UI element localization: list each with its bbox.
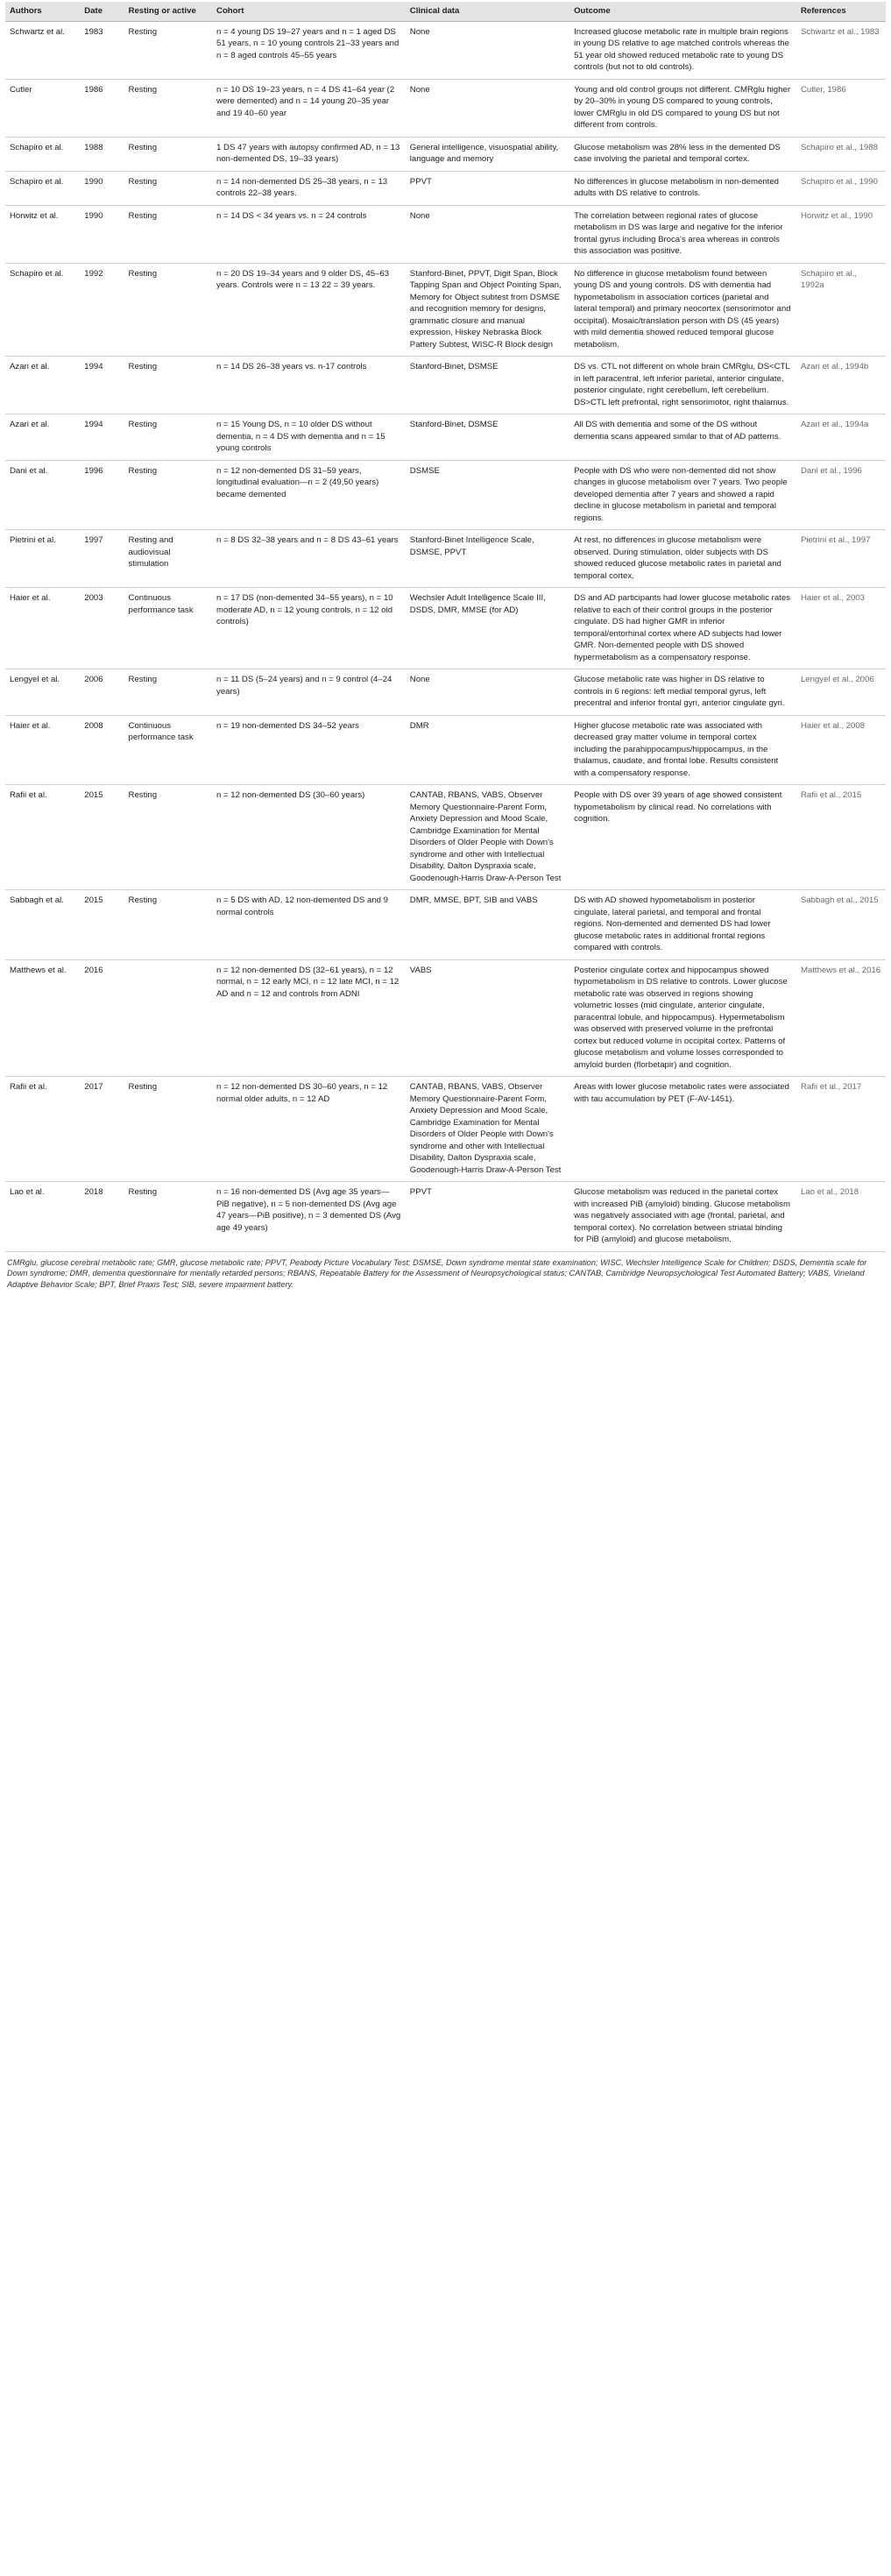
- table-row: [5, 171, 886, 205]
- cell-resting-or-active: Resting: [124, 890, 213, 960]
- header-authors: Authors: [5, 2, 80, 21]
- cell-outcome: Posterior cingulate cortex and hippocampus showed hypometabolism in DS relative to controls. Lower glucose metabolic rate was observed in regions showing volumetric losses (mid cingulate, anterior cingulate, paracentral lobule, and hippocampus). Hypermetabolism was observed with preserved volume in the prefrontal cortex but reduced volume in occipital cortex. Patterns of glucose metabolism and volume losses corresponded to amyloid burden (florbetapir) and cognition.: [569, 959, 796, 1077]
- cell-clinical-data: Stanford-Binet, PPVT, Digit Span, Block Tapping Span and Object Pointing Span, Memory for Object subtest from DSMSE and recognition memory for designs, grammatic closure and manual expression, Hiskey Nebraska Block Pattery Subtest, WISC-R Block design: [406, 263, 569, 357]
- cell-outcome: DS with AD showed hypometabolism in posterior cingulate, lateral parietal, and temporal and frontal regions. Non-demented and demented DS had lower glucose metabolic rates in additional frontal regions compared with controls.: [569, 890, 796, 960]
- cell-resting-or-active: Resting and audiovisual stimulation: [124, 530, 213, 588]
- cell-authors: Sabbagh et al.: [5, 890, 80, 960]
- cell-reference[interactable]: Rafii et al., 2017: [796, 1077, 886, 1182]
- cell-reference[interactable]: Schapiro et al., 1990: [796, 171, 886, 205]
- cell-reference[interactable]: Azari et al., 1994b: [796, 357, 886, 414]
- cell-resting-or-active: Resting: [124, 205, 213, 263]
- cell-resting-or-active: Resting: [124, 171, 213, 205]
- table-footnote: CMRglu, glucose cerebral metabolic rate; GMR, glucose metabolic rate; PPVT, Peabody Picture Vocabulary Test; DSMSE, Down syndrome mental state examination; WISC, Wechsler Intelligence Scale for Children; DSDS, Dementia scale for Down syndrome; DMR, dementia questionnaire for mentally retarded persons; RBANS, Repeatable Battery for the Assessment of Neuropsychological status; CANTAB, Cambridge Neuropsychological Test Automated Battery; VABS, Vineland Adaptive Behavior Scale; BPT, Brief Praxis Test; SIB, severe impairment battery.: [7, 1257, 867, 1289]
- cell-date: 1992: [80, 263, 124, 357]
- cell-date: 2015: [80, 785, 124, 890]
- cell-authors: Cutler: [5, 79, 80, 137]
- cell-resting-or-active: Resting: [124, 460, 213, 530]
- cell-date: 1994: [80, 414, 124, 461]
- cell-authors: Matthews et al.: [5, 959, 80, 1077]
- cell-date: 1990: [80, 171, 124, 205]
- cell-clinical-data: DSMSE: [406, 460, 569, 530]
- cell-date: 2017: [80, 1077, 124, 1182]
- cell-reference[interactable]: Lao et al., 2018: [796, 1182, 886, 1252]
- cell-date: 1990: [80, 205, 124, 263]
- cell-outcome: Young and old control groups not different. CMRglu higher by 20–30% in young DS compared to young controls, lower CMRglu in old DS compared to young DS but not different from controls.: [569, 79, 796, 137]
- cell-authors: Rafii et al.: [5, 1077, 80, 1182]
- table-row: [5, 205, 886, 263]
- cell-resting-or-active: [124, 959, 213, 1077]
- table-row: [5, 460, 886, 530]
- cell-date: 2016: [80, 959, 124, 1077]
- cell-clinical-data: DMR: [406, 715, 569, 785]
- header-resting-or-active: Resting or active: [124, 2, 213, 21]
- cell-date: 1983: [80, 21, 124, 79]
- cell-authors: Schapiro et al.: [5, 137, 80, 171]
- cell-reference[interactable]: Haier et al., 2008: [796, 715, 886, 785]
- cell-cohort: n = 17 DS (non-demented 34–55 years), n = 10 moderate AD, n = 12 young controls, n = 12 old controls): [212, 588, 406, 669]
- cell-authors: Schapiro et al.: [5, 171, 80, 205]
- cell-authors: Rafii et al.: [5, 785, 80, 890]
- cell-authors: Lengyel et al.: [5, 669, 80, 716]
- cell-cohort: n = 12 non-demented DS (32–61 years), n = 12 normal, n = 12 early MCI, n = 12 late MCI, n = 12 AD and n = 12 and controls from ADNI: [212, 959, 406, 1077]
- cell-authors: Azari et al.: [5, 414, 80, 461]
- cell-outcome: Areas with lower glucose metabolic rates were associated with tau accumulation by PET (F-AV-1451).: [569, 1077, 796, 1182]
- table-row: [5, 79, 886, 137]
- header-cohort: Cohort: [212, 2, 406, 21]
- header-date: Date: [80, 2, 124, 21]
- cell-date: 1997: [80, 530, 124, 588]
- cell-authors: Dani et al.: [5, 460, 80, 530]
- cell-date: 1996: [80, 460, 124, 530]
- cell-cohort: n = 14 DS < 34 years vs. n = 24 controls: [212, 205, 406, 263]
- cell-cohort: n = 5 DS with AD, 12 non-demented DS and 9 normal controls: [212, 890, 406, 960]
- cell-reference[interactable]: Horwitz et al., 1990: [796, 205, 886, 263]
- cell-cohort: n = 12 non-demented DS 31–59 years, longitudinal evaluation—n = 2 (49,50 years) became demented: [212, 460, 406, 530]
- table-row: [5, 890, 886, 960]
- cell-outcome: DS and AD participants had lower glucose metabolic rates relative to each of their control groups in the posterior cingulate. DS had higher GMR in inferior temporal/entorhinal cortex where AD subjects had lower GMR. Non-demented people with DS showed hypermetabolism as a compensatory response.: [569, 588, 796, 669]
- cell-authors: Azari et al.: [5, 357, 80, 414]
- cell-authors: Horwitz et al.: [5, 205, 80, 263]
- cell-outcome: Increased glucose metabolic rate in multiple brain regions in young DS relative to age matched controls whereas the 51 year old showed reduced metabolic rate to young DS controls (but not to old controls).: [569, 21, 796, 79]
- cell-cohort: n = 15 Young DS, n = 10 older DS without dementia, n = 4 DS with dementia and n = 15 young controls: [212, 414, 406, 461]
- cell-cohort: 1 DS 47 years with autopsy confirmed AD, n = 13 non-demented DS, 19–33 years): [212, 137, 406, 171]
- cell-cohort: n = 8 DS 32–38 years and n = 8 DS 43–61 years: [212, 530, 406, 588]
- table-row: [5, 669, 886, 716]
- cell-date: 2003: [80, 588, 124, 669]
- table-body: [5, 21, 886, 1251]
- cell-outcome: DS vs. CTL not different on whole brain CMRglu, DS<CTL in left paracentral, left inferior parietal, anterior cingulate, posterior cingulate, right cerebellum, left cerebellum. DS>CTL left prefrontal, right sensorimotor, right thalamus.: [569, 357, 796, 414]
- cell-authors: Lao et al.: [5, 1182, 80, 1252]
- table-row: [5, 263, 886, 357]
- cell-clinical-data: Stanford-Binet Intelligence Scale, DSMSE, PPVT: [406, 530, 569, 588]
- cell-cohort: n = 16 non-demented DS (Avg age 35 years—PiB negative), n = 5 non-demented DS (Avg age 47 years—PiB positive), n = 3 demented DS (Avg age 49 years): [212, 1182, 406, 1252]
- cell-clinical-data: None: [406, 79, 569, 137]
- cell-outcome: The correlation between regional rates of glucose metabolism in DS was large and negative for the inferior frontal gyrus including Broca's area whereas in controls this association was positive.: [569, 205, 796, 263]
- cell-clinical-data: Stanford-Binet, DSMSE: [406, 414, 569, 461]
- cell-resting-or-active: Resting: [124, 669, 213, 716]
- pet-fdg-studies-table: [5, 2, 886, 1252]
- table-header: [5, 2, 886, 21]
- cell-authors: Pietrini et al.: [5, 530, 80, 588]
- cell-clinical-data: PPVT: [406, 1182, 569, 1252]
- cell-reference[interactable]: Rafii et al., 2015: [796, 785, 886, 890]
- cell-clinical-data: VABS: [406, 959, 569, 1077]
- cell-outcome: No difference in glucose metabolism found between young DS and young controls. DS with dementia had hypometabolism in association cortices (parietal and lateral temporal) and primary neocortex (sensorimotor and occipital). Mosaic/translation person with DS (45 years) with mild dementia showed reduced temporal glucose metabolism.: [569, 263, 796, 357]
- cell-outcome: At rest, no differences in glucose metabolism were observed. During stimulation, older subjects with DS showed reduced glucose metabolic rates in parietal and temporal cortex.: [569, 530, 796, 588]
- table-row: [5, 959, 886, 1077]
- cell-resting-or-active: Resting: [124, 137, 213, 171]
- cell-outcome: No differences in glucose metabolism in non-demented adults with DS relative to controls.: [569, 171, 796, 205]
- cell-resting-or-active: Continuous performance task: [124, 588, 213, 669]
- cell-clinical-data: DMR, MMSE, BPT, SIB and VABS: [406, 890, 569, 960]
- cell-resting-or-active: Resting: [124, 1182, 213, 1252]
- cell-outcome: People with DS over 39 years of age showed consistent hypometabolism by clinical read. No correlations with cognition.: [569, 785, 796, 890]
- cell-cohort: n = 4 young DS 19–27 years and n = 1 aged DS 51 years, n = 10 young controls 21–33 years and n = 8 aged controls 45–55 years: [212, 21, 406, 79]
- cell-outcome: People with DS who were non-demented did not show changes in glucose metabolism over 7 years. Two people developed dementia after 7 years and showed a rapid decline in glucose metabolism in parietal and temporal regions.: [569, 460, 796, 530]
- header-references: References: [796, 2, 886, 21]
- cell-reference[interactable]: Cutler, 1986: [796, 79, 886, 137]
- cell-reference[interactable]: Matthews et al., 2016: [796, 959, 886, 1077]
- cell-resting-or-active: Resting: [124, 79, 213, 137]
- cell-reference[interactable]: Azari et al., 1994a: [796, 414, 886, 461]
- cell-date: 2015: [80, 890, 124, 960]
- cell-reference[interactable]: Schapiro et al., 1988: [796, 137, 886, 171]
- table-row: [5, 414, 886, 461]
- cell-reference[interactable]: Pietrini et al., 1997: [796, 530, 886, 588]
- cell-outcome: Glucose metabolism was reduced in the parietal cortex with increased PiB (amyloid) binding. Glucose metabolism was negatively associated with age (frontal, parietal, and temporal cortex). No correlation between striatal binding for PiB (amyloid) and glucose metabolism.: [569, 1182, 796, 1252]
- cell-reference[interactable]: Sabbagh et al., 2015: [796, 890, 886, 960]
- cell-cohort: n = 12 non-demented DS 30–60 years, n = 12 normal older adults, n = 12 AD: [212, 1077, 406, 1182]
- cell-reference[interactable]: Dani et al., 1996: [796, 460, 886, 530]
- cell-resting-or-active: Resting: [124, 414, 213, 461]
- cell-date: 1986: [80, 79, 124, 137]
- cell-clinical-data: None: [406, 205, 569, 263]
- cell-authors: Schapiro et al.: [5, 263, 80, 357]
- cell-reference[interactable]: Schapiro et al., 1992a: [796, 263, 886, 357]
- header-row: [5, 2, 886, 21]
- cell-clinical-data: None: [406, 21, 569, 79]
- table-row: [5, 1182, 886, 1252]
- cell-reference[interactable]: Schwartz et al., 1983: [796, 21, 886, 79]
- cell-outcome: Glucose metabolism was 28% less in the demented DS case involving the parietal and temporal cortex.: [569, 137, 796, 171]
- header-clinical-data: Clinical data: [406, 2, 569, 21]
- cell-clinical-data: Wechsler Adult Intelligence Scale III, DSDS, DMR, MMSE (for AD): [406, 588, 569, 669]
- cell-authors: Haier et al.: [5, 715, 80, 785]
- cell-reference[interactable]: Lengyel et al., 2006: [796, 669, 886, 716]
- cell-cohort: n = 20 DS 19–34 years and 9 older DS, 45–63 years. Controls were n = 13 22 = 39 years.: [212, 263, 406, 357]
- cell-date: 2008: [80, 715, 124, 785]
- table-row: [5, 530, 886, 588]
- table-row: [5, 1077, 886, 1182]
- cell-cohort: n = 10 DS 19–23 years, n = 4 DS 41–64 year (2 were demented) and n = 14 young 20–35 year and 19 40–60 year: [212, 79, 406, 137]
- cell-resting-or-active: Resting: [124, 357, 213, 414]
- cell-clinical-data: CANTAB, RBANS, VABS, Observer Memory Questionnaire-Parent Form, Anxiety Depression and Mood Scale, Cambridge Examination for Mental Disorders of Older People with Down's syndrome and other with Intellectual Disability, Dalton Dyspraxia scale, Goodenough-Harris Draw-A-Person Test: [406, 785, 569, 890]
- cell-clinical-data: General intelligence, visuospatial ability, language and memory: [406, 137, 569, 171]
- table-row: [5, 715, 886, 785]
- cell-cohort: n = 12 non-demented DS (30–60 years): [212, 785, 406, 890]
- cell-outcome: Glucose metabolic rate was higher in DS relative to controls in 6 regions: left medial temporal gyrus, left precentral and inferior frontal gyri, anterior cingulate gyri.: [569, 669, 796, 716]
- table-row: [5, 588, 886, 669]
- header-outcome: Outcome: [569, 2, 796, 21]
- cell-authors: Haier et al.: [5, 588, 80, 669]
- cell-clinical-data: PPVT: [406, 171, 569, 205]
- table-row: [5, 21, 886, 79]
- table-row: [5, 785, 886, 890]
- cell-cohort: n = 14 non-demented DS 25–38 years, n = 13 controls 22–38 years.: [212, 171, 406, 205]
- cell-resting-or-active: Resting: [124, 21, 213, 79]
- cell-resting-or-active: Continuous performance task: [124, 715, 213, 785]
- cell-cohort: n = 14 DS 26–38 years vs. n-17 controls: [212, 357, 406, 414]
- cell-date: 2018: [80, 1182, 124, 1252]
- table-row: [5, 137, 886, 171]
- cell-resting-or-active: Resting: [124, 785, 213, 890]
- cell-reference[interactable]: Haier et al., 2003: [796, 588, 886, 669]
- cell-resting-or-active: Resting: [124, 263, 213, 357]
- cell-clinical-data: None: [406, 669, 569, 716]
- cell-resting-or-active: Resting: [124, 1077, 213, 1182]
- cell-clinical-data: CANTAB, RBANS, VABS, Observer Memory Questionnaire-Parent Form, Anxiety Depression and Mood Scale, Cambridge Examination for Mental Disorders of Older People with Down's syndrome and other with Intellectual Disability, Dalton Dyspraxia scale, Goodenough-Harris Draw-A-Person Test: [406, 1077, 569, 1182]
- cell-cohort: n = 11 DS (5–24 years) and n = 9 control (4–24 years): [212, 669, 406, 716]
- table-row: [5, 357, 886, 414]
- cell-clinical-data: Stanford-Binet, DSMSE: [406, 357, 569, 414]
- cell-date: 1988: [80, 137, 124, 171]
- cell-outcome: Higher glucose metabolic rate was associated with decreased gray matter volume in temporal cortex including the parahippocampus/hippocampus, in the thalamus, caudate, and frontal lobe. Results consistent with a compensatory response.: [569, 715, 796, 785]
- cell-outcome: All DS with dementia and some of the DS without dementia scans appeared similar to that of AD patterns.: [569, 414, 796, 461]
- cell-date: 2006: [80, 669, 124, 716]
- cell-cohort: n = 19 non-demented DS 34–52 years: [212, 715, 406, 785]
- cell-authors: Schwartz et al.: [5, 21, 80, 79]
- cell-date: 1994: [80, 357, 124, 414]
